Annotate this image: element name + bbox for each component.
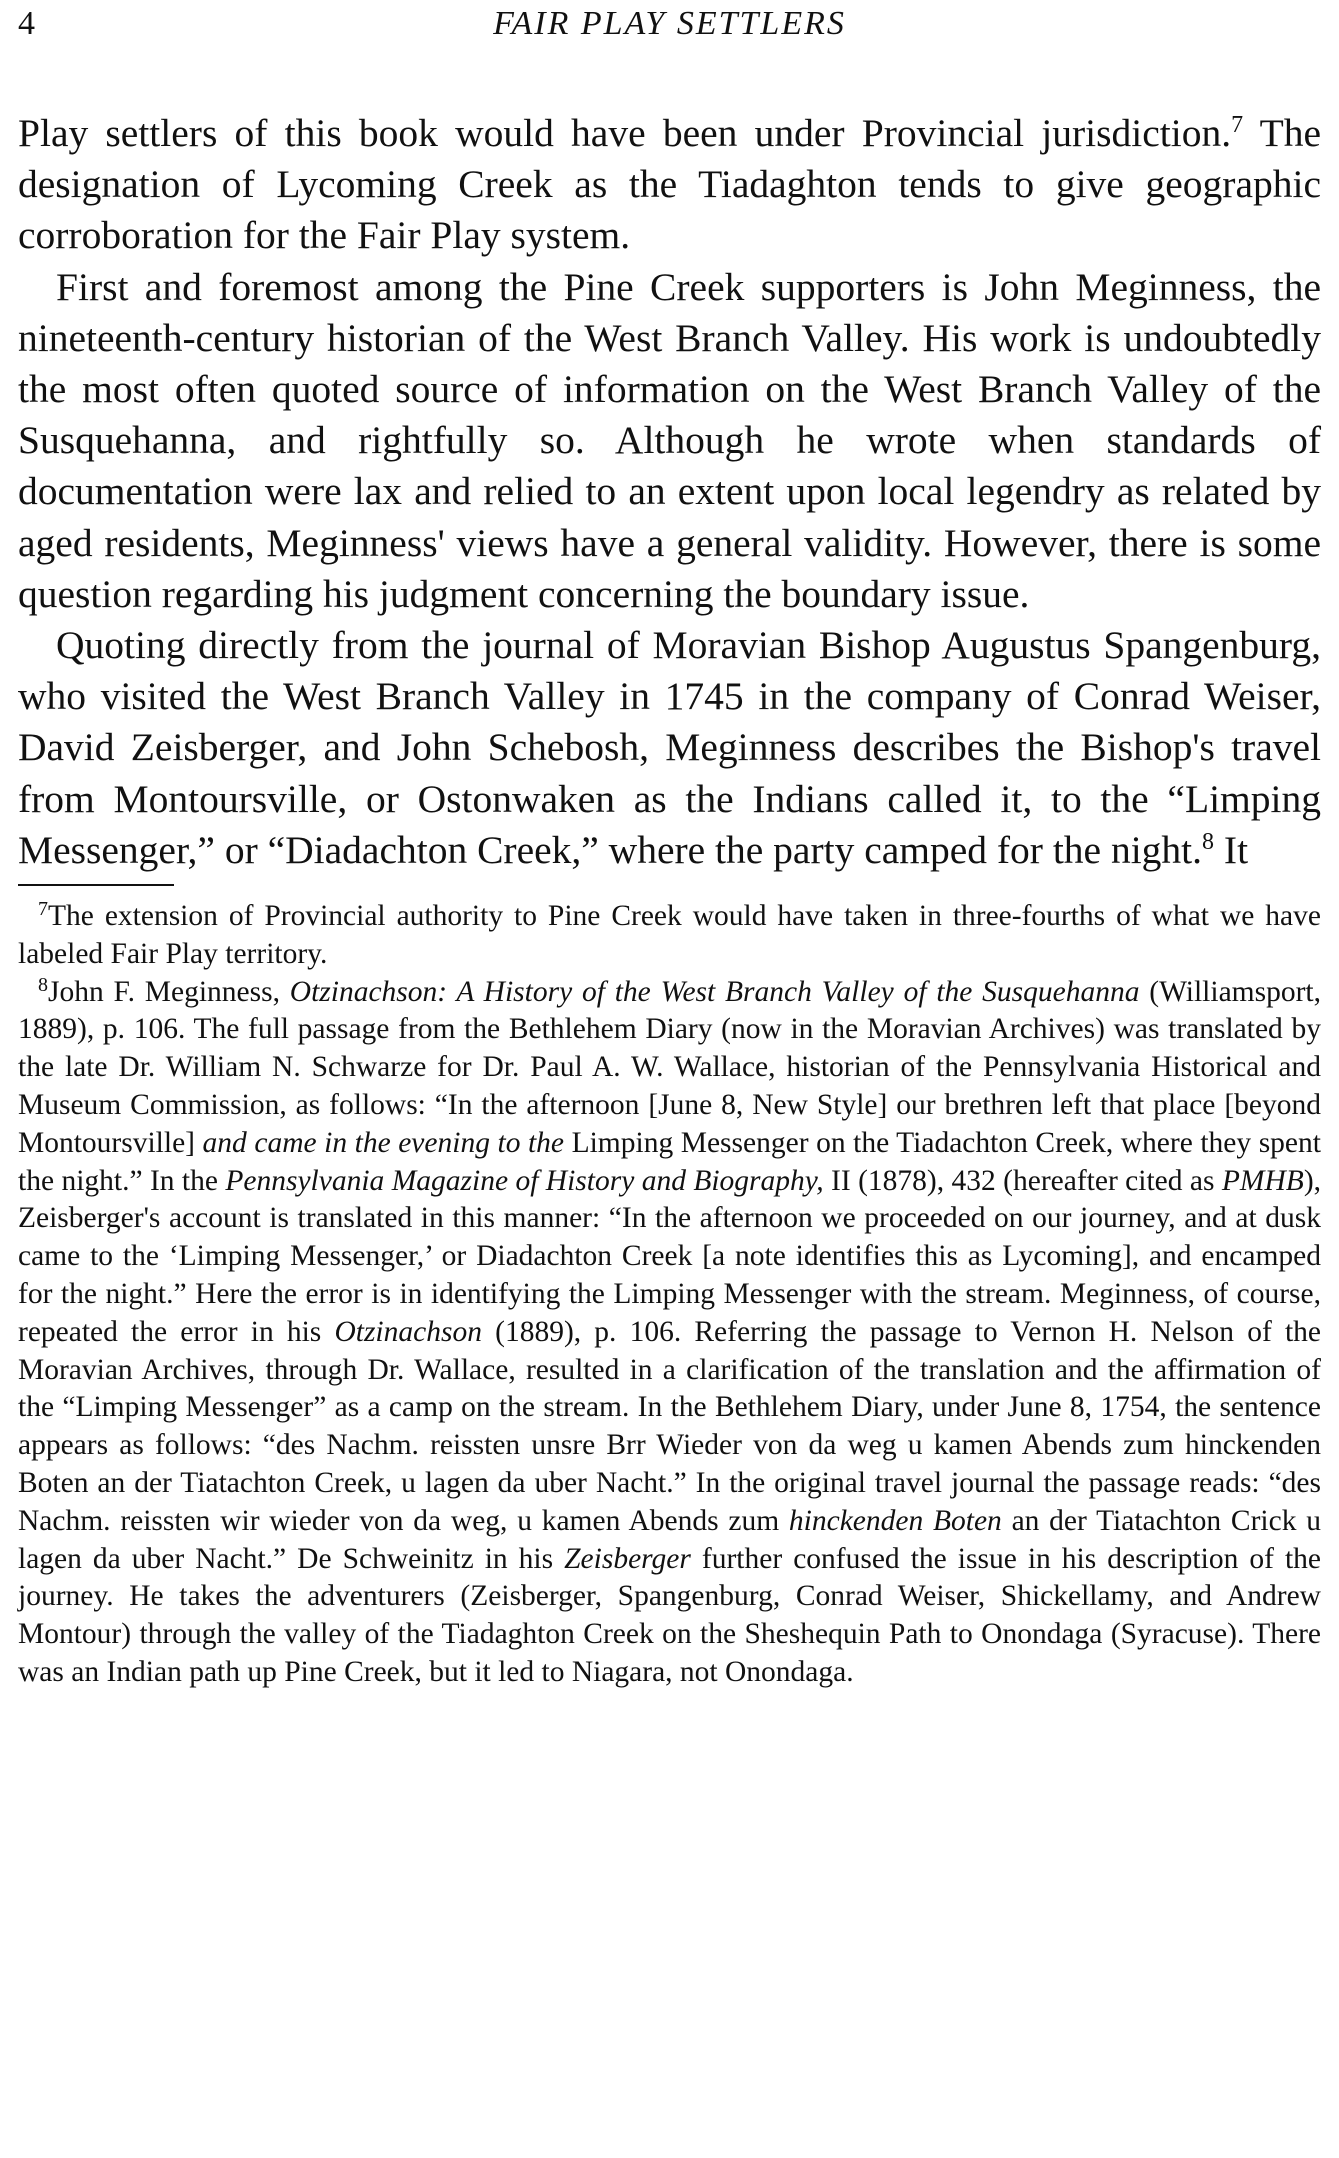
page-number: 4 xyxy=(18,5,35,42)
paragraph-1-text-a: Play settlers of this book would have been under Provincial jurisdiction. xyxy=(18,111,1232,155)
footnote-8-s6: Pennsylvania Magazine of History and Biography, xyxy=(225,1164,824,1197)
footnote-8-s8: PMHB xyxy=(1221,1164,1304,1197)
footnote-8-s9: ), Zeisberger's account is translated in this manner: “In the afternoon we proceeded on our journey, and at dusk came to the ‘Limping Messenger,’ or Diadachton Creek [a note identifies this as Lycoming], and encamped for the night.” Here the error is in identifying the Limping Messenger with the stream. Meginness, of course, repeated the error in his xyxy=(18,1164,1322,1348)
footnote-7-text: The extension of Provincial authority to Pine Creek would have taken in three-fourths of what we have labeled Fair Play territory. xyxy=(18,900,1321,970)
footnote-8-mark: 8 xyxy=(38,973,48,996)
running-title: FAIR PLAY SETTLERS xyxy=(493,5,846,42)
footnote-8-s1: John F. Meginness, xyxy=(48,975,290,1008)
paragraph-1-text-b: The designation of Lycoming Creek as the Tiadaghton tends to give geographic corroboration for the Fair Play system. xyxy=(18,111,1321,258)
footnote-7 xyxy=(18,898,1321,974)
paragraph-3-text-a: Quoting directly from the journal of Moravian Bishop Augustus Spangenburg, who visited the West Branch Valley in 1745 in the company of Conrad Weiser, David Zeisberger, and John Schebosh, Meginness describes the Bishop's travel from Montoursville, or Ostonwaken as the Indians called it, to the “Limping Messenger,” or “Diadachton Creek,” where the party camped for the night. xyxy=(18,623,1321,872)
footnote-8-s4: and came in the evening to the xyxy=(202,1126,565,1159)
paragraph-3 xyxy=(18,620,1321,876)
footnote-8-s12: hinckenden Boten xyxy=(788,1504,1002,1537)
footnote-8-s2: Otzinachson: A History of the West Branch Valley of the Susquehanna xyxy=(289,975,1140,1008)
footnote-8-s5: Limping Messenger on the Tiadachton Creek, where they spent the night.” In the xyxy=(18,1126,1321,1197)
footnote-8-s3: (Williamsport, 1889), p. 106. The full passage from the Bethlehem Diary (now in the Moravian Archives) was translated by the late Dr. William N. Schwarze for Dr. Paul A. W. Wallace, historian of the Pennsylvania Historical and Museum Commission, as follows: “In the afternoon [June 8, New Style] our brethren left that place [beyond Montoursville] xyxy=(18,975,1321,1159)
footnote-ref-7[interactable]: 7 xyxy=(1231,112,1244,138)
footnote-divider xyxy=(18,884,174,886)
paragraph-3-text-b: It xyxy=(1214,827,1249,872)
footnote-ref-8[interactable]: 8 xyxy=(1202,828,1215,855)
paragraph-2: First and foremost among the Pine Creek supporters is John Meginness, the nineteenth-century historian of the West Branch Valley. His work is undoubtedly the most often quoted source of information on the West Branch Valley of the Susquehanna, and rightfully so. Although he wrote when standards of documentation were lax and relied to an extent upon local legendry as related by aged residents, Meginness' views have a general validity. However, there is some question regarding his judgment concerning the boundary issue. xyxy=(18,264,1321,616)
footnote-8-s14: Zeisberger xyxy=(564,1542,691,1575)
paragraph-1 xyxy=(18,108,1321,262)
body-text xyxy=(18,108,1321,876)
footnote-8-s7: II (1878), 432 (hereafter cited as xyxy=(823,1164,1222,1197)
footnote-8-s11: (1889), p. 106. Referring the passage to Vernon H. Nelson of the Moravian Archives, through Dr. Wallace, resulted in a clarification of the translation and the affirmation of the “Limping Messenger” as a camp on the stream. In the Bethlehem Diary, under June 8, 1754, the sentence appears as follows: “des Nachm. reissten unsre Brr Wieder von da weg u kamen Abends zum hinckenden Boten an der Tiatachton Creek, u lagen da uber Nacht.” In the original travel journal the passage reads: “des Nachm. reissten wir wieder von da weg, u kamen Abends zum xyxy=(18,1315,1321,1537)
footnote-8-s13: an der Tiatachton Crick u lagen da uber Nacht.” De Schweinitz in his xyxy=(18,1504,1321,1575)
footnote-7-mark: 7 xyxy=(38,898,48,921)
footnote-8 xyxy=(18,974,1321,1692)
footnote-8-s10: Otzinachson xyxy=(334,1315,482,1348)
footnotes xyxy=(18,898,1321,1692)
running-head xyxy=(18,0,1321,64)
footnote-8-s15: further confused the issue in his description of the journey. He takes the adventurers (Zeisberger, Spangenburg, Conrad Weiser, Shickellamy, and Andrew Montour) through the valley of the Tiadaghton Creek on the Sheshequin Path to Onondaga (Syracuse). There was an Indian path up Pine Creek, but it led to Niagara, not Onondaga. xyxy=(18,1542,1321,1688)
book-page xyxy=(18,0,1321,1692)
